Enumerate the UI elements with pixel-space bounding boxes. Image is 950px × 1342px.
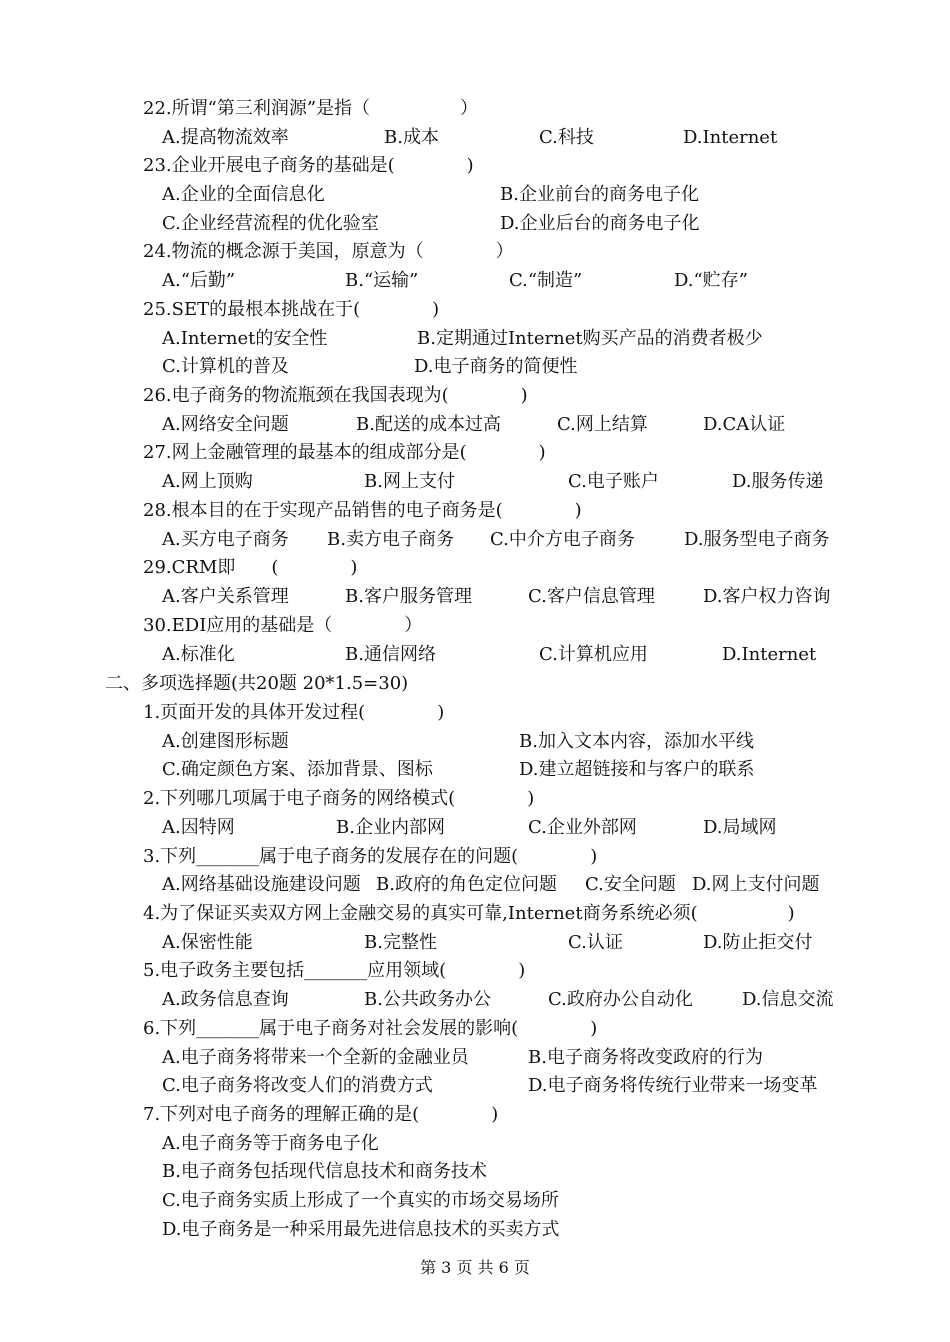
option-d: D.Internet <box>683 127 778 148</box>
option-a: A.网络基础设施建设问题 <box>162 874 361 895</box>
mc-question-1-options-row2 <box>162 759 862 781</box>
option-a: A.保密性能 <box>162 932 253 953</box>
section-2-title: 二、多项选择题(共20题 20*1.5=30) <box>105 673 409 694</box>
question-26: 26.电子商务的物流瓶颈在我国表现为( ) <box>143 385 528 406</box>
option-a: A.标准化 <box>162 644 235 665</box>
option-a: A.网络安全问题 <box>162 414 289 435</box>
option-c: C.政府办公自动化 <box>548 989 693 1010</box>
option-d: D.客户权力咨询 <box>703 586 831 607</box>
mc-question-1: 1.页面开发的具体开发过程( ) <box>143 702 445 723</box>
page-footer: 第 3 页 共 6 页 <box>420 1258 530 1277</box>
option-a: A.Internet的安全性 <box>162 328 328 349</box>
mc-question-2-options <box>162 817 862 839</box>
question-27: 27.网上金融管理的最基本的组成部分是( ) <box>143 442 546 463</box>
option-a: A.“后勤” <box>162 270 236 291</box>
mc-question-7-option-b: B.电子商务包括现代信息技术和商务技术 <box>162 1161 487 1182</box>
option-c: C.电子账户 <box>568 471 659 492</box>
option-c: C.客户信息管理 <box>528 586 655 607</box>
option-d: D.Internet <box>722 644 817 665</box>
option-b: B.“运输” <box>345 270 419 291</box>
question-30-options <box>162 644 862 666</box>
option-a: A.电子商务将带来一个全新的金融业员 <box>162 1047 469 1068</box>
option-b: B.通信网络 <box>345 644 436 665</box>
option-b: B.企业内部网 <box>336 817 445 838</box>
option-b: B.成本 <box>384 127 439 148</box>
mc-question-1-options-row1 <box>162 731 862 753</box>
option-a: A.因特网 <box>162 817 235 838</box>
mc-question-2: 2.下列哪几项属于电子商务的网络模式( ) <box>143 788 535 809</box>
option-a: A.政务信息查询 <box>162 989 289 1010</box>
option-a: A.网上顶购 <box>162 471 253 492</box>
option-c: C.中介方电子商务 <box>490 529 635 550</box>
question-25-options-row1 <box>162 328 862 350</box>
question-29: 29.CRM即 ( ) <box>143 557 358 578</box>
option-d: D.信息交流 <box>742 989 834 1010</box>
option-d: D.局域网 <box>703 817 777 838</box>
option-a: A.买方电子商务 <box>162 529 289 550</box>
mc-question-7: 7.下列对电子商务的理解正确的是( ) <box>143 1104 499 1125</box>
option-d: D.企业后台的商务电子化 <box>500 213 700 234</box>
option-b: B.网上支付 <box>364 471 455 492</box>
option-c: C.计算机的普及 <box>162 356 289 377</box>
mc-question-7-option-d: D.电子商务是一种采用最先进信息技术的买卖方式 <box>162 1219 560 1240</box>
option-a: A.提高物流效率 <box>162 127 289 148</box>
option-b: B.完整性 <box>364 932 437 953</box>
option-d: D.“贮存” <box>674 270 748 291</box>
option-b: B.公共政务办公 <box>364 989 491 1010</box>
mc-question-7-option-c: C.电子商务实质上形成了一个真实的市场交易场所 <box>162 1190 559 1211</box>
question-23-options-row2 <box>162 213 862 235</box>
option-c: C.确定颜色方案、添加背景、图标 <box>162 759 433 780</box>
option-b: B.定期通过Internet购买产品的消费者极少 <box>417 328 763 349</box>
question-25: 25.SET的最根本挑战在于( ) <box>143 299 440 320</box>
option-c: C.认证 <box>568 932 623 953</box>
mc-question-4-options <box>162 932 862 954</box>
question-28-options <box>162 529 862 551</box>
question-26-options <box>162 414 862 436</box>
option-c: C.电子商务将改变人们的消费方式 <box>162 1075 433 1096</box>
mc-question-5-options <box>162 989 862 1011</box>
option-b: B.政府的角色定位问题 <box>376 874 557 895</box>
option-b: B.配送的成本过高 <box>356 414 501 435</box>
option-a: A.客户关系管理 <box>162 586 289 607</box>
mc-question-6-options-row1 <box>162 1047 862 1069</box>
question-28: 28.根本目的在于实现产品销售的电子商务是( ) <box>143 500 582 521</box>
option-c: C.计算机应用 <box>539 644 648 665</box>
option-a: A.企业的全面信息化 <box>162 184 325 205</box>
option-c: C.网上结算 <box>557 414 648 435</box>
option-d: D.电子商务的简便性 <box>414 356 578 377</box>
option-c: C.科技 <box>539 127 594 148</box>
option-d: D.CA认证 <box>703 414 786 435</box>
mc-question-3: 3.下列_______属于电子商务的发展存在的问题( ) <box>143 846 598 867</box>
mc-question-6: 6.下列_______属于电子商务对社会发展的影响( ) <box>143 1018 598 1039</box>
question-22-options <box>162 127 862 149</box>
question-27-options <box>162 471 862 493</box>
option-c: C.安全问题 <box>585 874 676 895</box>
question-24-options <box>162 270 862 292</box>
mc-question-6-options-row2 <box>162 1075 862 1097</box>
question-29-options <box>162 586 862 608</box>
mc-question-4: 4.为了保证买卖双方网上金融交易的真实可靠,Internet商务系统必须( ) <box>143 903 795 924</box>
option-c: C.“制造” <box>509 270 583 291</box>
option-d: D.服务型电子商务 <box>684 529 830 550</box>
question-22: 22.所谓“第三利润源”是指（ ） <box>143 98 479 119</box>
option-a: A.创建图形标题 <box>162 731 289 752</box>
option-d: D.建立超链接和与客户的联系 <box>519 759 755 780</box>
question-30: 30.EDI应用的基础是（ ） <box>143 615 423 636</box>
question-23-options-row1 <box>162 184 862 206</box>
option-d: D.服务传递 <box>732 471 824 492</box>
question-24: 24.物流的概念源于美国，原意为（ ） <box>143 241 514 262</box>
option-c: C.企业经营流程的优化验室 <box>162 213 379 234</box>
option-d: D.防止拒交付 <box>703 932 813 953</box>
option-d: D.网上支付问题 <box>692 874 820 895</box>
option-c: C.企业外部网 <box>528 817 637 838</box>
option-b: B.加入文本内容，添加水平线 <box>519 731 754 752</box>
mc-question-3-options <box>162 874 862 896</box>
question-25-options-row2 <box>162 356 862 378</box>
option-b: B.电子商务将改变政府的行为 <box>528 1047 763 1068</box>
option-d: D.电子商务将传统行业带来一场变革 <box>528 1075 818 1096</box>
option-b: B.企业前台的商务电子化 <box>500 184 699 205</box>
option-b: B.客户服务管理 <box>345 586 472 607</box>
option-b: B.卖方电子商务 <box>327 529 454 550</box>
mc-question-7-option-a: A.电子商务等于商务电子化 <box>162 1133 379 1154</box>
question-23: 23.企业开展电子商务的基础是( ) <box>143 155 474 176</box>
mc-question-5: 5.电子政务主要包括_______应用领域( ) <box>143 960 526 981</box>
